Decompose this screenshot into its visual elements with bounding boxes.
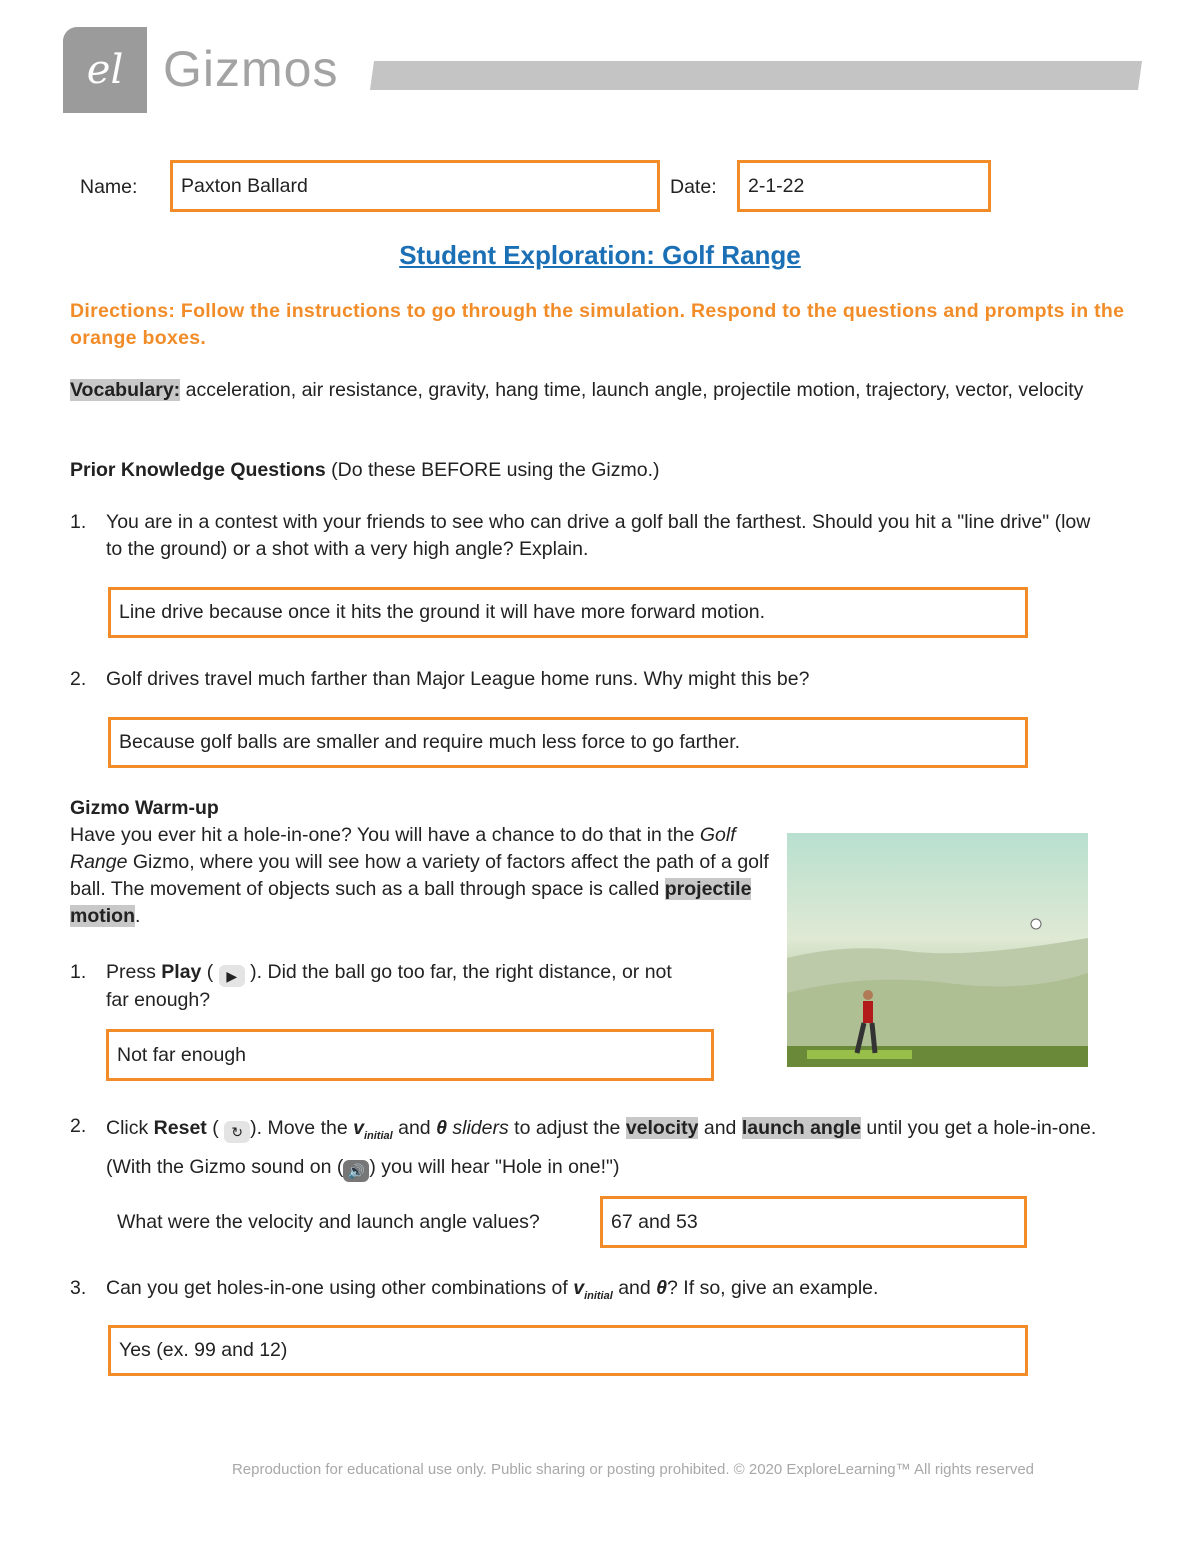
question-number: 2.: [70, 668, 87, 690]
warmup-question-2: Click Reset ( ↻ ). Move the $v_{initial}$ and θ sliders to adjust the velocity and launch angle until you get a hole-in-one. (With the Gizmo sound on ( 🔊 ) you will hear "Hole in one!"): [106, 1113, 1106, 1183]
q-text: Can you get holes-in-one using other combinations of: [106, 1277, 574, 1299]
q-text: ). Did the ball go too far, the right distance, or not far enough?: [106, 961, 672, 1011]
v-symbol: v: [573, 1277, 585, 1299]
q-text: Click: [106, 1117, 154, 1139]
question-number: 1.: [70, 961, 87, 983]
golf-scene: [787, 833, 1088, 1067]
golf-range-simulation-image: [787, 833, 1088, 1067]
sound-icon: 🔊: [343, 1160, 369, 1182]
name-field[interactable]: [170, 160, 660, 212]
intro-text: Gizmo, where you will see how a variety of factors affect the path of a golf ball. The movement of objects such as a ball through space is called: [70, 851, 769, 900]
play-icon: ▶: [219, 965, 245, 987]
answer-box-prior-2[interactable]: [108, 717, 1028, 768]
warmup-question-1: [106, 959, 686, 1014]
question-number: 1.: [70, 511, 87, 533]
warmup-heading: Gizmo Warm-up: [70, 797, 219, 819]
reset-icon: ↻: [224, 1121, 250, 1143]
date-value: 2-1-22: [748, 174, 805, 197]
reset-term: Reset: [153, 1117, 207, 1139]
intro-text: Have you ever hit a hole-in-one? You will have a chance to do that in the: [70, 824, 700, 846]
q-text: Press: [106, 961, 162, 983]
sliders-term: sliders: [446, 1117, 509, 1139]
name-label: Name:: [80, 176, 138, 198]
theta-symbol: θ: [656, 1277, 668, 1299]
launch-angle-term: launch angle: [741, 1117, 862, 1139]
q-text: until you get a hole-in-one. (With the Gizmo sound on (: [106, 1117, 1097, 1178]
answer-box-warmup-2[interactable]: [600, 1196, 1027, 1248]
warmup-intro: Have you ever hit a hole-in-one? You will have a chance to do that in the Golf Range Gizmo, where you will see how a variety of factors affect the path of a golf ball. The movement of objects such as a ball through space is called projectile motion.: [70, 824, 769, 927]
q-text: and: [698, 1117, 742, 1139]
answer-box-prior-1[interactable]: [108, 587, 1028, 638]
date-field[interactable]: [737, 160, 991, 212]
prior-question-2: Golf drives travel much farther than Major League home runs. Why might this be?: [106, 668, 810, 690]
prior-knowledge-heading: [70, 457, 660, 484]
question-number: 3.: [70, 1277, 87, 1299]
warmup-question-3: [106, 1275, 1106, 1310]
q-text: ) you will hear "Hole in one!"): [369, 1155, 620, 1178]
q-text: (: [201, 961, 219, 983]
q-text: and: [612, 1277, 657, 1299]
prior-note: (Do these BEFORE using the Gizmo.): [325, 459, 660, 481]
prior-heading: Prior Knowledge Questions: [70, 459, 326, 481]
answer-text: Line drive because once it hits the ground it will have more forward motion.: [119, 601, 766, 623]
vocabulary-label: Vocabulary:: [70, 379, 181, 401]
date-label: Date:: [670, 176, 717, 198]
answer-box-warmup-1[interactable]: [106, 1029, 714, 1081]
velocity-term: velocity: [625, 1117, 699, 1139]
v-subscript: initial: [363, 1129, 393, 1142]
page-title: Student Exploration: Golf Range: [399, 240, 801, 270]
prior-question-1: You are in a contest with your friends to see who can drive a golf ball the farthest. Should you hit a "line drive" (low to the ground) or a shot with a very high angle? Explain.: [106, 511, 1091, 560]
q-text: ). Move the: [250, 1117, 354, 1139]
answer-text: Because golf balls are smaller and require much less force to go farther.: [119, 731, 741, 753]
answer-text: Not far enough: [117, 1043, 247, 1066]
vocabulary: [70, 377, 1130, 404]
directions: Directions: Follow the instructions to go through the simulation. Respond to the questions and prompts in the orange boxes.: [70, 300, 1125, 349]
q-text: ? If so, give an example.: [667, 1277, 879, 1299]
question-number: 2.: [70, 1115, 87, 1137]
vocabulary-terms: acceleration, air resistance, gravity, hang time, launch angle, projectile motion, trajectory, vector, velocity: [180, 379, 1084, 401]
name-value: Paxton Ballard: [181, 174, 308, 197]
answer-box-warmup-3[interactable]: [108, 1325, 1028, 1376]
answer-text: Yes (ex. 99 and 12): [119, 1339, 288, 1361]
explorelearning-logo: [63, 27, 147, 113]
projectile-motion-term: projectile motion: [70, 878, 752, 927]
v-symbol: v: [353, 1117, 364, 1139]
q-text: and: [392, 1117, 437, 1139]
velocity-angle-prompt: What were the velocity and launch angle values?: [117, 1211, 540, 1233]
v-subscript: initial: [584, 1289, 613, 1302]
logo-mark: el: [86, 47, 124, 93]
q-text: to adjust the: [508, 1117, 626, 1139]
footer-copyright: Reproduction for educational use only. Public sharing or posting prohibited. © 2020 ExploreLearning™ All rights reserved: [231, 1461, 1035, 1478]
gizmo-name: Golf Range: [70, 824, 736, 873]
gizmos-logo-text: Gizmos: [163, 41, 339, 97]
theta-symbol: θ: [436, 1117, 447, 1139]
header-banner: [370, 61, 1142, 90]
play-term: Play: [161, 961, 202, 983]
answer-text: 67 and 53: [611, 1210, 698, 1233]
